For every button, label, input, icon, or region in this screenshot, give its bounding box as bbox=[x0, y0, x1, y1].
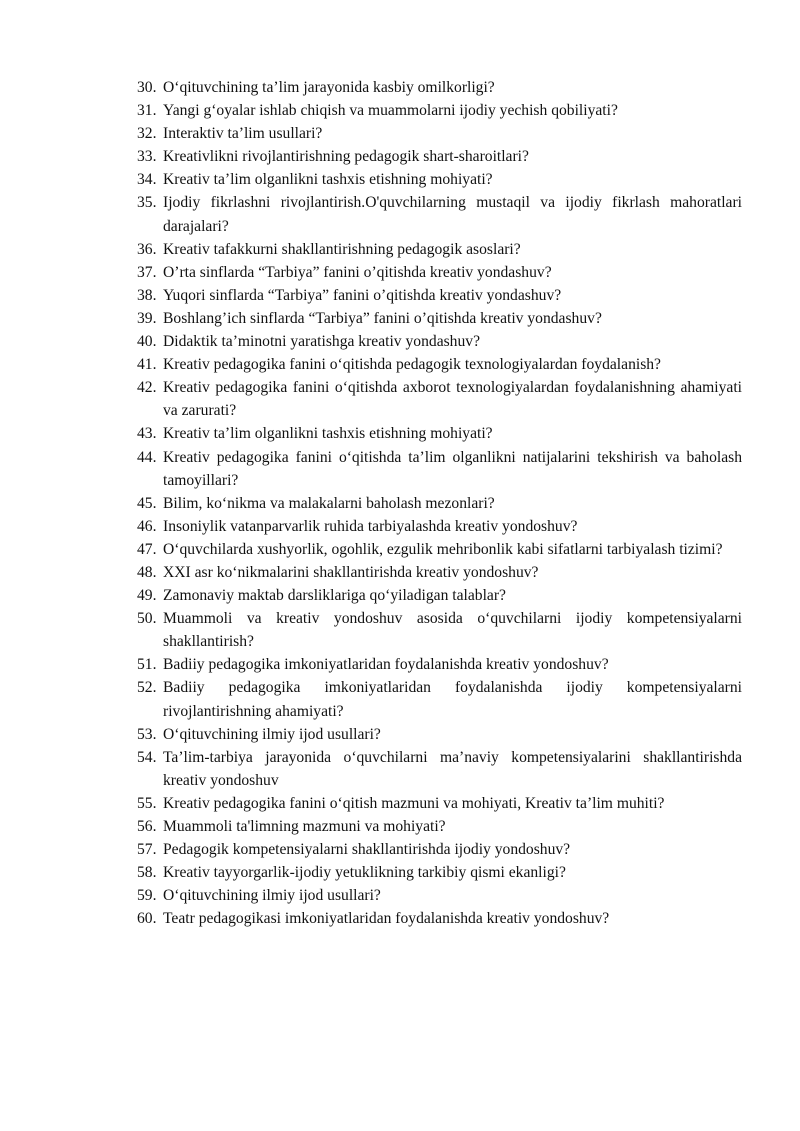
list-item bbox=[137, 561, 742, 584]
item-number: 31. bbox=[137, 102, 157, 120]
item-text: O‘qituvchining ilmiy ijod usullari? bbox=[163, 887, 381, 905]
item-text: Kreativ ta’lim olganlikni tashxis etishning mohiyati? bbox=[163, 425, 493, 443]
list-item bbox=[137, 746, 742, 792]
item-number: 39. bbox=[137, 309, 157, 327]
list-item bbox=[137, 492, 742, 515]
list-item bbox=[137, 376, 742, 422]
item-text: Kreativ pedagogika fanini o‘qitish mazmuni va mohiyati, Kreativ ta’lim muhiti? bbox=[163, 794, 665, 812]
item-number: 36. bbox=[137, 240, 157, 258]
item-text: Didaktik ta’minotni yaratishga kreativ yondashuv? bbox=[163, 333, 480, 351]
item-number: 46. bbox=[137, 517, 157, 535]
item-number: 37. bbox=[137, 263, 157, 281]
item-text: O‘qituvchining ilmiy ijod usullari? bbox=[163, 725, 381, 743]
list-item bbox=[137, 676, 742, 722]
item-text: Ijodiy fikrlashni rivojlantirish.O'quvchilarning mustaqil va ijodiy fikrlash mahoratlari darajalari? bbox=[163, 194, 742, 235]
item-text: O‘quvchilarda xushyorlik, ogohlik, ezgulik mehribonlik kabi sifatlarni tarbiyalash tizimi? bbox=[163, 540, 723, 558]
item-number: 44. bbox=[137, 448, 157, 466]
item-number: 38. bbox=[137, 286, 157, 304]
item-text: O’rta sinflarda “Tarbiya” fanini o’qitishda kreativ yondashuv? bbox=[163, 263, 552, 281]
list-item bbox=[137, 145, 742, 168]
item-number: 60. bbox=[137, 910, 157, 928]
item-number: 53. bbox=[137, 725, 157, 743]
item-text: Kreativ tafakkurni shakllantirishning pedagogik asoslari? bbox=[163, 240, 521, 258]
list-item bbox=[137, 838, 742, 861]
item-number: 40. bbox=[137, 333, 157, 351]
item-number: 58. bbox=[137, 864, 157, 882]
item-number: 59. bbox=[137, 887, 157, 905]
list-item bbox=[137, 653, 742, 676]
list-item bbox=[137, 261, 742, 284]
item-text: Teatr pedagogikasi imkoniyatlaridan foydalanishda kreativ yondoshuv? bbox=[163, 910, 610, 928]
item-number: 35. bbox=[137, 194, 157, 212]
item-number: 56. bbox=[137, 818, 157, 835]
list-item bbox=[137, 353, 742, 376]
item-text: Yangi g‘oyalar ishlab chiqish va muammolarni ijodiy yechish qobiliyati? bbox=[163, 102, 618, 120]
list-item bbox=[137, 607, 742, 653]
item-text: Kreativ ta’lim olganlikni tashxis etishning mohiyati? bbox=[163, 171, 493, 189]
item-text: Bilim, ko‘nikma va malakalarni baholash mezonlari? bbox=[163, 494, 495, 512]
item-number: 42. bbox=[137, 379, 157, 397]
item-text: Badiiy pedagogika imkoniyatlaridan foydalanishda kreativ yondoshuv? bbox=[163, 656, 609, 674]
list-item bbox=[137, 446, 742, 492]
item-text: Kreativlikni rivojlantirishning pedagogik shart-sharoitlari? bbox=[163, 148, 529, 166]
item-text: Badiiy pedagogika imkoniyatlaridan foydalanishda ijodiy kompetensiyalarni rivojlantirishning ahamiyati? bbox=[163, 679, 742, 720]
list-item bbox=[137, 538, 742, 561]
item-number: 32. bbox=[137, 125, 157, 143]
item-number: 33. bbox=[137, 148, 157, 166]
item-text: Kreativ pedagogika fanini o‘qitishda axborot texnologiyalardan foydalanishning ahamiyati va zarurati? bbox=[163, 379, 742, 420]
list-item bbox=[137, 307, 742, 330]
list-item bbox=[137, 330, 742, 353]
item-text: Interaktiv ta’lim usullari? bbox=[163, 125, 323, 143]
list-item bbox=[137, 238, 742, 261]
item-text: Muammoli va kreativ yondoshuv asosida o‘quvchilarni ijodiy kompetensiyalarni shakllantirish? bbox=[163, 610, 742, 651]
list-item bbox=[137, 884, 742, 907]
item-text: Kreativ pedagogika fanini o‘qitishda ta’lim olganlikni natijalarini tekshirish va baholash tamoyillari? bbox=[163, 448, 742, 489]
item-number: 57. bbox=[137, 841, 157, 859]
item-number: 50. bbox=[137, 610, 157, 628]
item-number: 51. bbox=[137, 656, 157, 674]
list-item bbox=[137, 723, 742, 746]
list-item bbox=[137, 815, 742, 838]
item-text: Yuqori sinflarda “Tarbiya” fanini o’qitishda kreativ yondashuv? bbox=[163, 286, 562, 304]
item-text: Ta’lim-tarbiya jarayonida o‘quvchilarni ma’naviy kompetensiyalarini shakllantirishda kreativ yondoshuv bbox=[163, 748, 742, 789]
item-text: Kreativ pedagogika fanini o‘qitishda pedagogik texnologiyalardan foydalanish? bbox=[163, 356, 661, 374]
item-text: O‘qituvchining ta’lim jarayonida kasbiy omilkorligi? bbox=[163, 79, 495, 96]
list-item bbox=[137, 191, 742, 237]
list-item bbox=[137, 422, 742, 445]
item-text: Kreativ tayyorgarlik-ijodiy yetuklikning tarkibiy qismi ekanligi? bbox=[163, 864, 566, 882]
item-number: 48. bbox=[137, 563, 157, 581]
item-number: 43. bbox=[137, 425, 157, 443]
item-number: 49. bbox=[137, 587, 157, 605]
item-text: Pedagogik kompetensiyalarni shakllantirishda ijodiy yondoshuv? bbox=[163, 841, 571, 859]
item-number: 52. bbox=[137, 679, 157, 697]
item-number: 45. bbox=[137, 494, 157, 512]
list-item bbox=[137, 99, 742, 122]
item-text: Zamonaviy maktab darsliklariga qo‘yiladigan talablar? bbox=[163, 587, 506, 605]
list-item bbox=[137, 584, 742, 607]
list-item bbox=[137, 907, 742, 930]
item-number: 30. bbox=[137, 79, 157, 96]
item-text: XXI asr ko‘nikmalarini shakllantirishda kreativ yondoshuv? bbox=[163, 563, 539, 581]
list-item bbox=[137, 122, 742, 145]
item-text: Muammoli ta'limning mazmuni va mohiyati? bbox=[163, 818, 446, 835]
item-text: Insoniylik vatanparvarlik ruhida tarbiyalashda kreativ yondoshuv? bbox=[163, 517, 578, 535]
list-item bbox=[137, 168, 742, 191]
list-item bbox=[137, 515, 742, 538]
item-number: 34. bbox=[137, 171, 157, 189]
item-text: Boshlang’ich sinflarda “Tarbiya” fanini o’qitishda kreativ yondashuv? bbox=[163, 309, 602, 327]
list-item bbox=[137, 76, 742, 99]
item-number: 47. bbox=[137, 540, 157, 558]
question-list bbox=[137, 76, 742, 930]
item-number: 55. bbox=[137, 794, 157, 812]
item-number: 41. bbox=[137, 356, 157, 374]
list-item bbox=[137, 284, 742, 307]
item-number: 54. bbox=[137, 748, 157, 766]
list-item bbox=[137, 861, 742, 884]
list-item bbox=[137, 792, 742, 815]
